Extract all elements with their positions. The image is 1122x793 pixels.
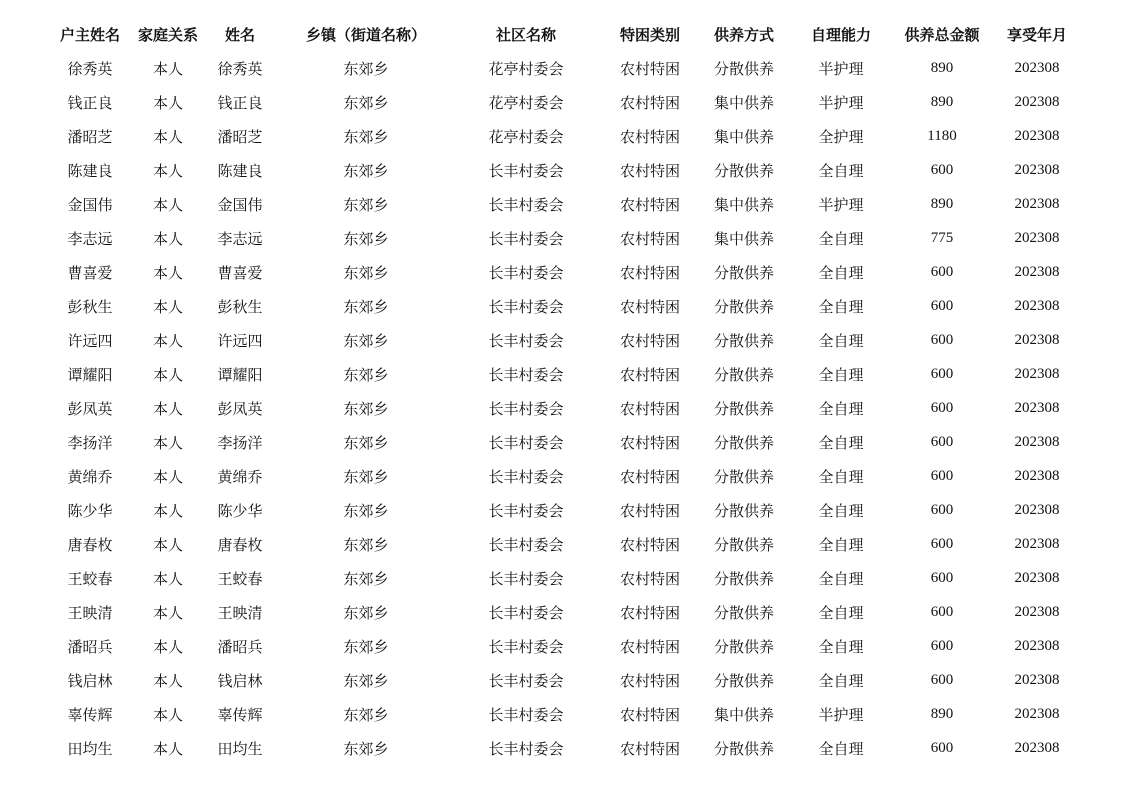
township-cell: 东郊乡 (343, 59, 389, 78)
hardship-type-cell: 农村特困 (619, 501, 680, 520)
township-cell: 东郊乡 (343, 637, 389, 656)
self-care-header: 自理能力 (810, 25, 871, 44)
benefit-month-cell: 202308 (1014, 535, 1060, 552)
support-mode-cell: 分散供养 (713, 161, 774, 180)
table-row (42, 51, 1082, 85)
self-care-cell: 全自理 (818, 297, 864, 316)
benefit-month-cell: 202308 (1014, 59, 1060, 76)
benefit-month-cell: 202308 (1014, 467, 1060, 484)
community-cell: 长丰村委会 (488, 433, 564, 452)
householder-name-cell: 唐春枚 (67, 535, 113, 554)
householder-name-cell: 金国伟 (67, 195, 113, 214)
family-relation-cell: 本人 (152, 637, 183, 656)
self-care-cell: 全自理 (818, 467, 864, 486)
householder-name-cell: 王蛟春 (67, 569, 113, 588)
table-row (42, 221, 1082, 255)
family-relation-cell: 本人 (152, 603, 183, 622)
hardship-type-cell: 农村特困 (619, 433, 680, 452)
community-cell: 长丰村委会 (488, 195, 564, 214)
self-care-cell: 全自理 (818, 433, 864, 452)
name-cell: 辜传辉 (217, 705, 263, 724)
family-relation-cell: 本人 (152, 535, 183, 554)
self-care-cell: 全自理 (818, 569, 864, 588)
township-cell: 东郊乡 (343, 127, 389, 146)
community-cell: 长丰村委会 (488, 331, 564, 350)
support-amount-cell: 775 (930, 229, 954, 246)
name-cell: 许远四 (217, 331, 263, 350)
hardship-type-cell: 农村特困 (619, 229, 680, 248)
support-mode-cell: 分散供养 (713, 535, 774, 554)
relief-recipient-table (42, 17, 1082, 765)
self-care-cell: 全自理 (818, 637, 864, 656)
householder-name-cell: 谭耀阳 (67, 365, 113, 384)
name-cell: 唐春枚 (217, 535, 263, 554)
support-amount-header: 供养总金额 (904, 25, 980, 44)
householder-name-cell: 王映清 (67, 603, 113, 622)
community-cell: 长丰村委会 (488, 399, 564, 418)
benefit-month-header: 享受年月 (1006, 25, 1067, 44)
name-cell: 徐秀英 (217, 59, 263, 78)
community-cell: 长丰村委会 (488, 705, 564, 724)
community-cell: 花亭村委会 (488, 127, 564, 146)
name-cell: 王映清 (217, 603, 263, 622)
benefit-month-cell: 202308 (1014, 501, 1060, 518)
benefit-month-cell: 202308 (1014, 433, 1060, 450)
support-mode-cell: 集中供养 (713, 705, 774, 724)
township-cell: 东郊乡 (343, 705, 389, 724)
family-relation-header: 家庭关系 (138, 25, 199, 44)
community-cell: 长丰村委会 (488, 671, 564, 690)
township-cell: 东郊乡 (343, 229, 389, 248)
support-amount-cell: 600 (930, 739, 954, 756)
householder-name-cell: 彭秋生 (67, 297, 113, 316)
township-cell: 东郊乡 (343, 195, 389, 214)
householder-name-cell: 潘昭兵 (67, 637, 113, 656)
householder-name-cell: 李扬洋 (67, 433, 113, 452)
self-care-cell: 全自理 (818, 739, 864, 758)
table-row (42, 561, 1082, 595)
township-cell: 东郊乡 (343, 297, 389, 316)
family-relation-cell: 本人 (152, 671, 183, 690)
support-amount-cell: 600 (930, 569, 954, 586)
community-cell: 长丰村委会 (488, 501, 564, 520)
community-cell: 长丰村委会 (488, 297, 564, 316)
householder-name-cell: 钱启林 (67, 671, 113, 690)
community-cell: 花亭村委会 (488, 59, 564, 78)
self-care-cell: 全自理 (818, 161, 864, 180)
benefit-month-cell: 202308 (1014, 399, 1060, 416)
table-row (42, 629, 1082, 663)
table-row (42, 459, 1082, 493)
support-amount-cell: 600 (930, 467, 954, 484)
community-cell: 长丰村委会 (488, 603, 564, 622)
name-cell: 潘昭芝 (217, 127, 263, 146)
self-care-cell: 全自理 (818, 229, 864, 248)
hardship-type-cell: 农村特困 (619, 535, 680, 554)
table-row (42, 119, 1082, 153)
benefit-month-cell: 202308 (1014, 229, 1060, 246)
support-amount-cell: 600 (930, 297, 954, 314)
benefit-month-cell: 202308 (1014, 739, 1060, 756)
hardship-type-cell: 农村特困 (619, 671, 680, 690)
township-cell: 东郊乡 (343, 433, 389, 452)
township-cell: 东郊乡 (343, 365, 389, 384)
hardship-type-cell: 农村特困 (619, 467, 680, 486)
hardship-type-cell: 农村特困 (619, 705, 680, 724)
family-relation-cell: 本人 (152, 569, 183, 588)
self-care-cell: 全自理 (818, 263, 864, 282)
householder-name-cell: 辜传辉 (67, 705, 113, 724)
family-relation-cell: 本人 (152, 365, 183, 384)
self-care-cell: 半护理 (818, 195, 864, 214)
support-mode-cell: 分散供养 (713, 739, 774, 758)
support-mode-cell: 分散供养 (713, 59, 774, 78)
township-cell: 东郊乡 (343, 501, 389, 520)
family-relation-cell: 本人 (152, 705, 183, 724)
table-header (42, 17, 1082, 51)
table-row (42, 731, 1082, 765)
table-row (42, 663, 1082, 697)
family-relation-cell: 本人 (152, 331, 183, 350)
family-relation-cell: 本人 (152, 297, 183, 316)
benefit-month-cell: 202308 (1014, 365, 1060, 382)
table-row (42, 323, 1082, 357)
support-mode-cell: 集中供养 (713, 195, 774, 214)
support-amount-cell: 890 (930, 705, 954, 722)
township-cell: 东郊乡 (343, 263, 389, 282)
support-amount-cell: 890 (930, 93, 954, 110)
support-amount-cell: 600 (930, 637, 954, 654)
name-cell: 曹喜爱 (217, 263, 263, 282)
name-cell: 潘昭兵 (217, 637, 263, 656)
hardship-type-cell: 农村特困 (619, 297, 680, 316)
support-amount-cell: 600 (930, 161, 954, 178)
support-mode-cell: 分散供养 (713, 331, 774, 350)
name-cell: 陈少华 (217, 501, 263, 520)
name-cell: 王蛟春 (217, 569, 263, 588)
support-mode-cell: 集中供养 (713, 127, 774, 146)
family-relation-cell: 本人 (152, 161, 183, 180)
family-relation-cell: 本人 (152, 59, 183, 78)
self-care-cell: 全自理 (818, 331, 864, 350)
community-cell: 长丰村委会 (488, 739, 564, 758)
benefit-month-cell: 202308 (1014, 705, 1060, 722)
benefit-month-cell: 202308 (1014, 671, 1060, 688)
householder-name-header: 户主姓名 (59, 25, 120, 44)
name-header: 姓名 (224, 25, 255, 44)
householder-name-cell: 陈建良 (67, 161, 113, 180)
hardship-type-cell: 农村特困 (619, 93, 680, 112)
support-amount-cell: 600 (930, 399, 954, 416)
community-cell: 长丰村委会 (488, 467, 564, 486)
householder-name-cell: 黄绵乔 (67, 467, 113, 486)
benefit-month-cell: 202308 (1014, 195, 1060, 212)
township-cell: 东郊乡 (343, 569, 389, 588)
community-cell: 长丰村委会 (488, 535, 564, 554)
support-mode-cell: 分散供养 (713, 399, 774, 418)
family-relation-cell: 本人 (152, 93, 183, 112)
family-relation-cell: 本人 (152, 195, 183, 214)
table-row (42, 391, 1082, 425)
township-cell: 东郊乡 (343, 535, 389, 554)
householder-name-cell: 李志远 (67, 229, 113, 248)
table-row (42, 187, 1082, 221)
support-mode-cell: 分散供养 (713, 569, 774, 588)
support-mode-cell: 分散供养 (713, 637, 774, 656)
support-amount-cell: 890 (930, 59, 954, 76)
table-row (42, 527, 1082, 561)
support-mode-header: 供养方式 (713, 25, 774, 44)
family-relation-cell: 本人 (152, 467, 183, 486)
hardship-type-cell: 农村特困 (619, 569, 680, 588)
self-care-cell: 半护理 (818, 93, 864, 112)
support-amount-cell: 600 (930, 263, 954, 280)
self-care-cell: 全自理 (818, 501, 864, 520)
hardship-type-cell: 农村特困 (619, 739, 680, 758)
table-body (42, 51, 1082, 765)
community-header: 社区名称 (495, 25, 556, 44)
householder-name-cell: 田均生 (67, 739, 113, 758)
community-cell: 长丰村委会 (488, 569, 564, 588)
self-care-cell: 全自理 (818, 535, 864, 554)
hardship-type-cell: 农村特困 (619, 161, 680, 180)
township-cell: 东郊乡 (343, 603, 389, 622)
householder-name-cell: 陈少华 (67, 501, 113, 520)
support-mode-cell: 分散供养 (713, 467, 774, 486)
township-cell: 东郊乡 (343, 739, 389, 758)
benefit-month-cell: 202308 (1014, 297, 1060, 314)
benefit-month-cell: 202308 (1014, 603, 1060, 620)
householder-name-cell: 钱正良 (67, 93, 113, 112)
table-row (42, 697, 1082, 731)
self-care-cell: 全自理 (818, 671, 864, 690)
name-cell: 金国伟 (217, 195, 263, 214)
hardship-type-cell: 农村特困 (619, 195, 680, 214)
name-cell: 李志远 (217, 229, 263, 248)
support-amount-cell: 600 (930, 671, 954, 688)
township-cell: 东郊乡 (343, 331, 389, 350)
support-mode-cell: 分散供养 (713, 501, 774, 520)
support-amount-cell: 600 (930, 331, 954, 348)
benefit-month-cell: 202308 (1014, 637, 1060, 654)
benefit-month-cell: 202308 (1014, 93, 1060, 110)
table-row (42, 425, 1082, 459)
community-cell: 长丰村委会 (488, 365, 564, 384)
self-care-cell: 半护理 (818, 705, 864, 724)
support-amount-cell: 600 (930, 603, 954, 620)
community-cell: 花亭村委会 (488, 93, 564, 112)
township-header: 乡镇（街道名称） (305, 25, 426, 44)
support-amount-cell: 600 (930, 433, 954, 450)
benefit-month-cell: 202308 (1014, 263, 1060, 280)
support-mode-cell: 集中供养 (713, 93, 774, 112)
family-relation-cell: 本人 (152, 127, 183, 146)
self-care-cell: 全自理 (818, 365, 864, 384)
table-row (42, 153, 1082, 187)
benefit-month-cell: 202308 (1014, 331, 1060, 348)
hardship-type-header: 特困类别 (619, 25, 680, 44)
family-relation-cell: 本人 (152, 433, 183, 452)
table-row (42, 357, 1082, 391)
name-cell: 谭耀阳 (217, 365, 263, 384)
self-care-cell: 半护理 (818, 59, 864, 78)
hardship-type-cell: 农村特困 (619, 263, 680, 282)
support-mode-cell: 分散供养 (713, 671, 774, 690)
householder-name-cell: 曹喜爱 (67, 263, 113, 282)
benefit-month-cell: 202308 (1014, 127, 1060, 144)
name-cell: 钱正良 (217, 93, 263, 112)
community-cell: 长丰村委会 (488, 637, 564, 656)
support-mode-cell: 分散供养 (713, 297, 774, 316)
householder-name-cell: 许远四 (67, 331, 113, 350)
family-relation-cell: 本人 (152, 263, 183, 282)
hardship-type-cell: 农村特困 (619, 331, 680, 350)
support-amount-cell: 890 (930, 195, 954, 212)
householder-name-cell: 潘昭芝 (67, 127, 113, 146)
name-cell: 李扬洋 (217, 433, 263, 452)
support-mode-cell: 分散供养 (713, 263, 774, 282)
name-cell: 彭秋生 (217, 297, 263, 316)
township-cell: 东郊乡 (343, 399, 389, 418)
family-relation-cell: 本人 (152, 399, 183, 418)
self-care-cell: 全自理 (818, 603, 864, 622)
community-cell: 长丰村委会 (488, 229, 564, 248)
name-cell: 彭凤英 (217, 399, 263, 418)
township-cell: 东郊乡 (343, 467, 389, 486)
support-amount-cell: 1180 (927, 127, 957, 144)
name-cell: 黄绵乔 (217, 467, 263, 486)
support-mode-cell: 分散供养 (713, 433, 774, 452)
table-row (42, 289, 1082, 323)
householder-name-cell: 彭凤英 (67, 399, 113, 418)
hardship-type-cell: 农村特困 (619, 603, 680, 622)
community-cell: 长丰村委会 (488, 263, 564, 282)
hardship-type-cell: 农村特困 (619, 637, 680, 656)
name-cell: 陈建良 (217, 161, 263, 180)
community-cell: 长丰村委会 (488, 161, 564, 180)
family-relation-cell: 本人 (152, 501, 183, 520)
support-mode-cell: 集中供养 (713, 229, 774, 248)
name-cell: 钱启林 (217, 671, 263, 690)
township-cell: 东郊乡 (343, 161, 389, 180)
self-care-cell: 全自理 (818, 399, 864, 418)
benefit-month-cell: 202308 (1014, 569, 1060, 586)
header-row (42, 17, 1082, 51)
self-care-cell: 全护理 (818, 127, 864, 146)
table-row (42, 493, 1082, 527)
support-mode-cell: 分散供养 (713, 365, 774, 384)
support-amount-cell: 600 (930, 501, 954, 518)
householder-name-cell: 徐秀英 (67, 59, 113, 78)
township-cell: 东郊乡 (343, 671, 389, 690)
hardship-type-cell: 农村特困 (619, 127, 680, 146)
hardship-type-cell: 农村特困 (619, 365, 680, 384)
township-cell: 东郊乡 (343, 93, 389, 112)
family-relation-cell: 本人 (152, 229, 183, 248)
support-amount-cell: 600 (930, 535, 954, 552)
benefit-month-cell: 202308 (1014, 161, 1060, 178)
hardship-type-cell: 农村特困 (619, 59, 680, 78)
table-row (42, 595, 1082, 629)
support-mode-cell: 分散供养 (713, 603, 774, 622)
name-cell: 田均生 (217, 739, 263, 758)
support-amount-cell: 600 (930, 365, 954, 382)
hardship-type-cell: 农村特困 (619, 399, 680, 418)
table-row (42, 85, 1082, 119)
table-row (42, 255, 1082, 289)
family-relation-cell: 本人 (152, 739, 183, 758)
